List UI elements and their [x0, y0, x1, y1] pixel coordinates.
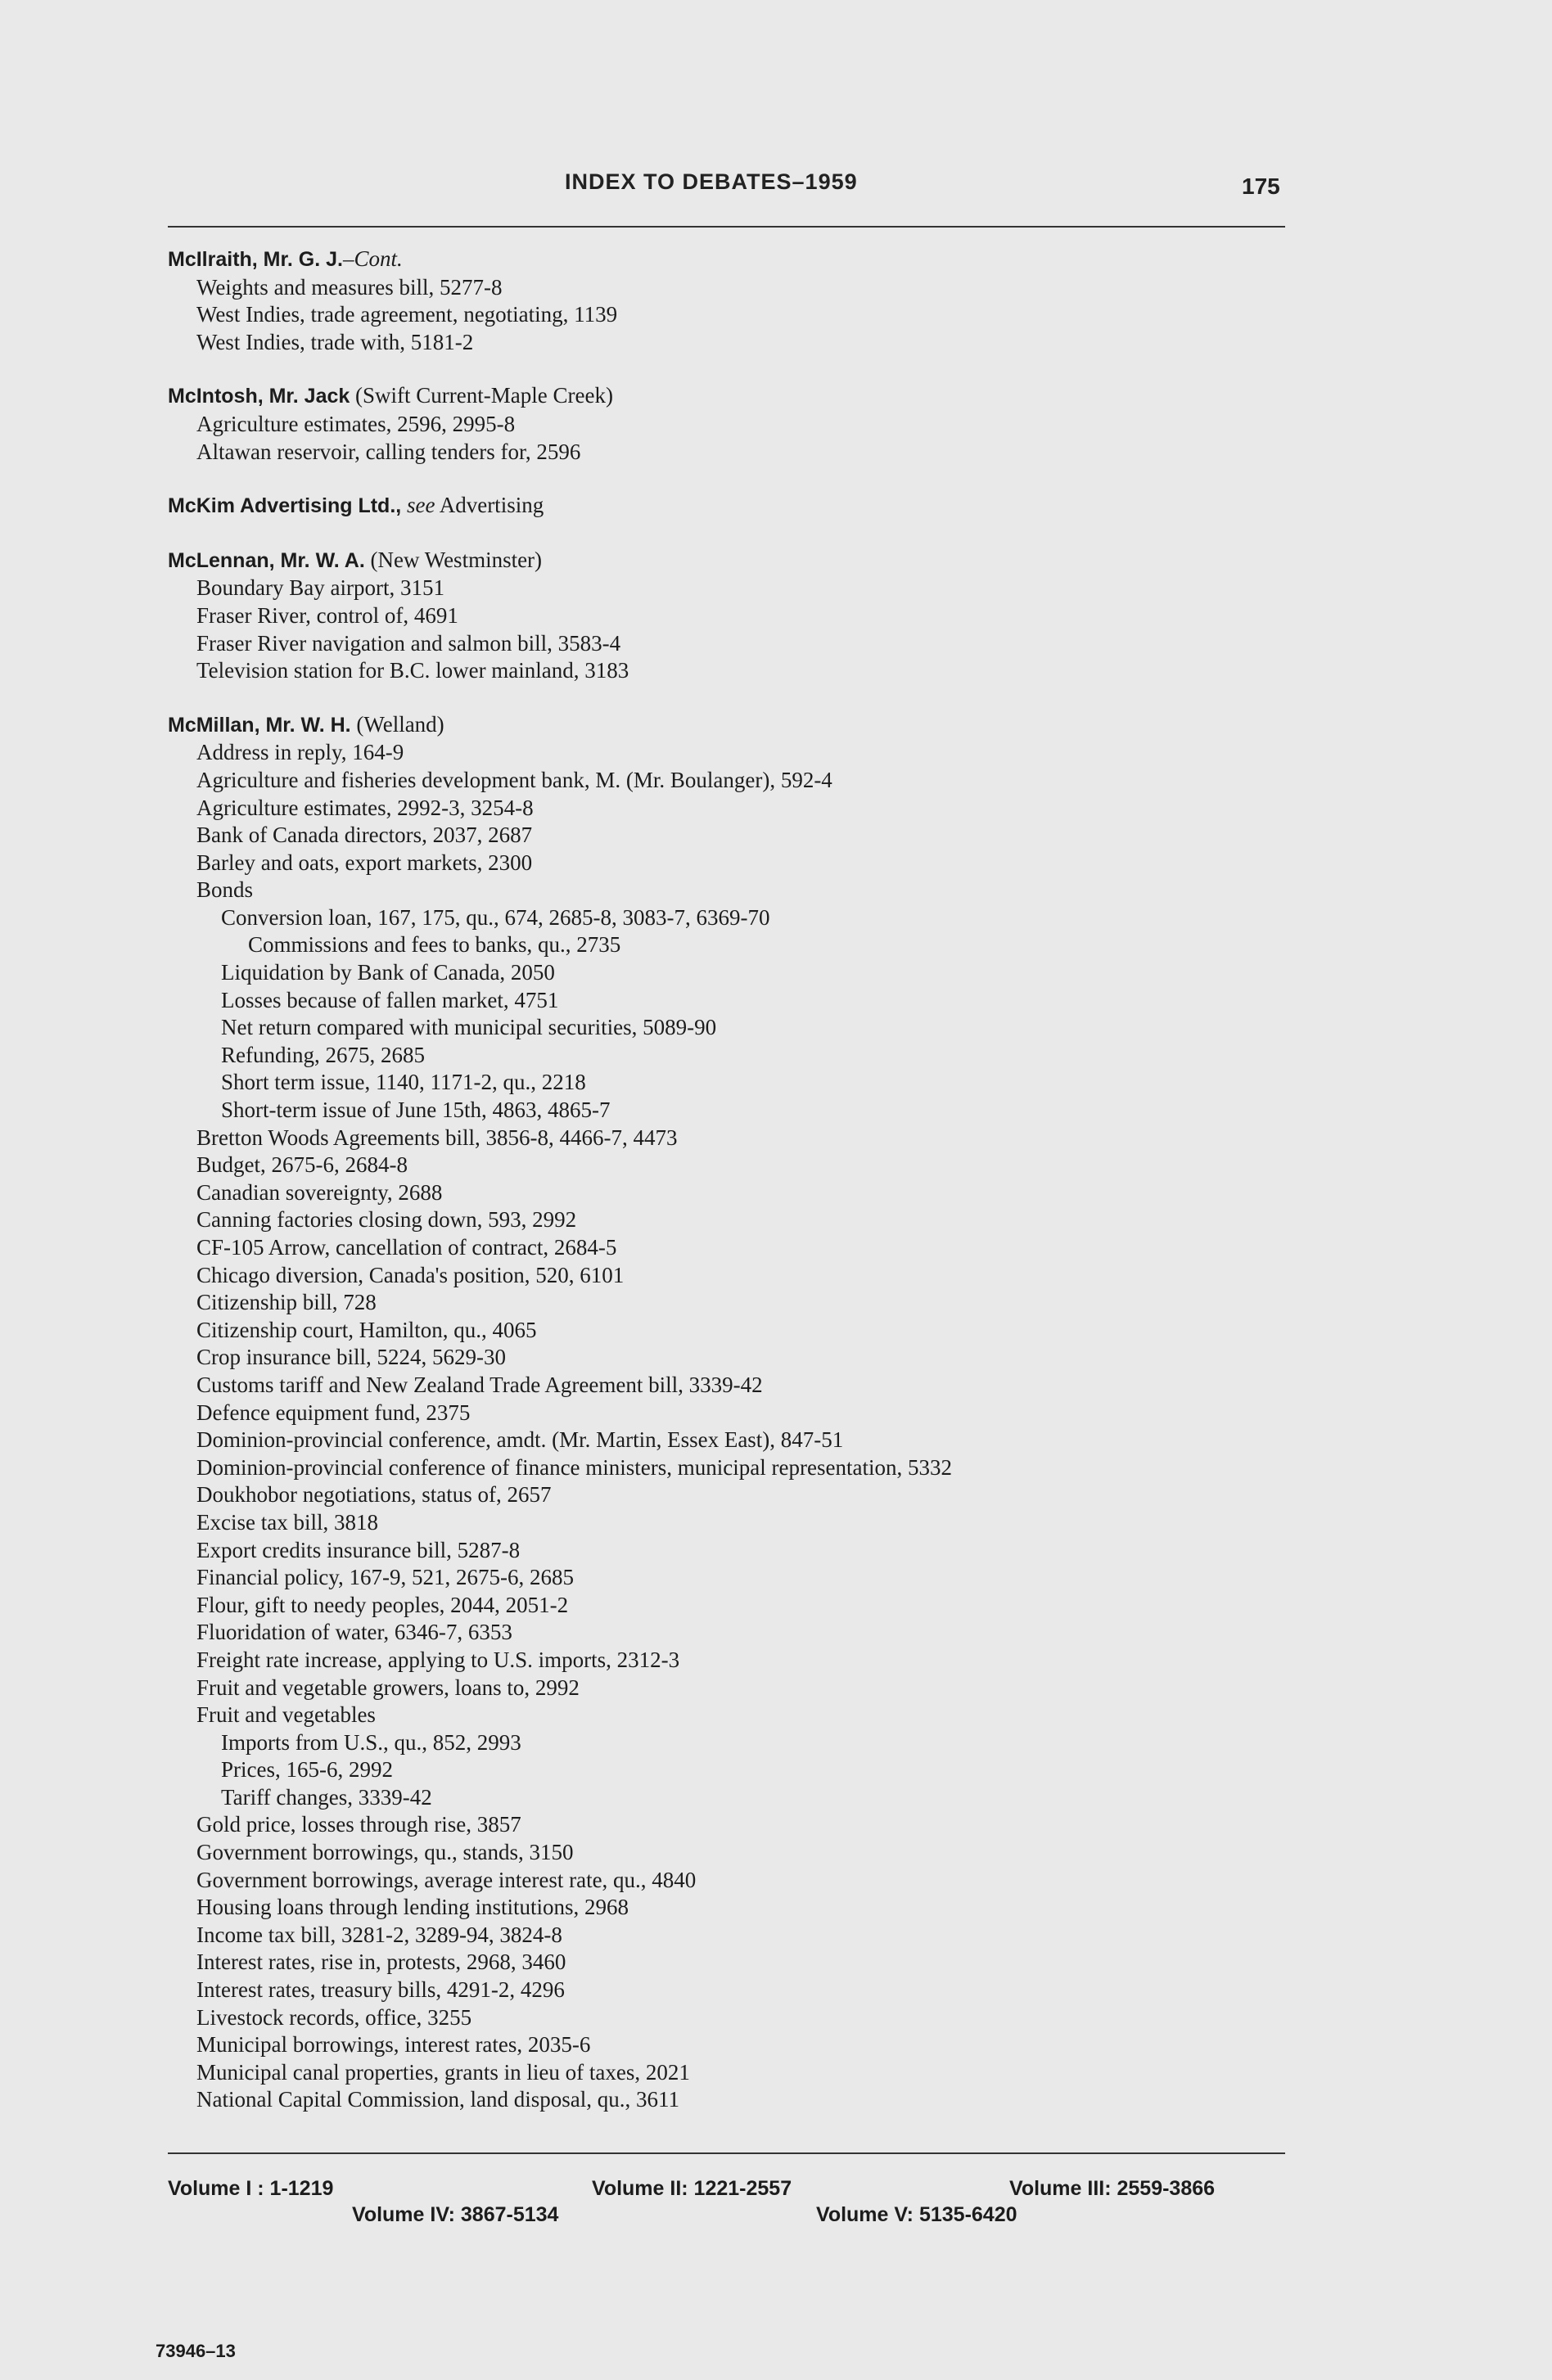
- subentry: Budget, 2675-6, 2684-8: [196, 1152, 408, 1178]
- index-entry: [168, 492, 1314, 521]
- subentry: Dominion-provincial conference, amdt. (Mr. Martin, Essex East), 847-51: [196, 1427, 844, 1453]
- footer-rule: [168, 2152, 1285, 2154]
- entry-constituency: Advertising: [435, 493, 544, 518]
- subentry: Bonds: [196, 877, 254, 903]
- entry-constituency: (New Westminster): [364, 547, 543, 572]
- subentry: Boundary Bay airport, 3151: [196, 575, 444, 601]
- index-entries: [168, 246, 1314, 2114]
- subentry: Chicago diversion, Canada's position, 520, 6101: [196, 1262, 625, 1287]
- subentry: CF-105 Arrow, cancellation of contract, 2684-5: [196, 1235, 617, 1260]
- subentry: Net return compared with municipal securities, 5089-90: [221, 1015, 717, 1040]
- subentry: Customs tariff and New Zealand Trade Agreement bill, 3339-42: [196, 1372, 763, 1397]
- subentry: Agriculture estimates, 2992-3, 3254-8: [196, 795, 534, 820]
- subentry: Bank of Canada directors, 2037, 2687: [196, 823, 533, 848]
- entry-note: see: [401, 493, 435, 518]
- subentry: Address in reply, 164-9: [196, 740, 404, 765]
- subentry: Crop insurance bill, 5224, 5629-30: [196, 1345, 506, 1370]
- subentry: Citizenship bill, 728: [196, 1290, 377, 1315]
- index-entry: [168, 547, 1314, 685]
- header-rule: [168, 226, 1285, 228]
- subentry: Agriculture estimates, 2596, 2995-8: [196, 411, 516, 436]
- subentry: National Capital Commission, land disposal, qu., 3611: [196, 2087, 679, 2112]
- subentry: Prices, 165-6, 2992: [221, 1757, 393, 1783]
- subentry: Television station for B.C. lower mainland, 3183: [196, 658, 629, 683]
- subentry: West Indies, trade agreement, negotiating, 1139: [196, 302, 618, 327]
- volume-1-range: Volume I : 1-1219: [168, 2177, 334, 2200]
- index-entry: [168, 382, 1314, 466]
- subentry: Altawan reservoir, calling tenders for, 2596: [196, 439, 581, 464]
- entry-name: McLennan, Mr. W. A.: [168, 548, 365, 572]
- subentry: Losses because of fallen market, 4751: [221, 987, 559, 1012]
- subentry: Housing loans through lending institutions, 2968: [196, 1895, 629, 1920]
- subentry: Fruit and vegetable growers, loans to, 2992: [196, 1675, 580, 1700]
- subentry: Short term issue, 1140, 1171-2, qu., 2218: [221, 1070, 586, 1095]
- subentry: Dominion-provincial conference of finance ministers, municipal representation, 5332: [196, 1454, 952, 1480]
- entry-heading: [168, 382, 1314, 411]
- entry-name: McIntosh, Mr. Jack: [168, 385, 350, 408]
- entry-name: McKim Advertising Ltd.,: [168, 494, 402, 518]
- subentry: Fruit and vegetables: [196, 1702, 376, 1728]
- subentry: Weights and measures bill, 5277-8: [196, 274, 503, 300]
- print-code: 73946–13: [156, 2341, 236, 2361]
- subentry: Gold price, losses through rise, 3857: [196, 1812, 521, 1837]
- volume-4-range: Volume IV: 3867-5134: [352, 2203, 559, 2226]
- subentry: Freight rate increase, applying to U.S. imports, 2312-3: [196, 1647, 680, 1672]
- subentry: Barley and oats, export markets, 2300: [196, 850, 533, 875]
- subentry: Government borrowings, qu., stands, 3150: [196, 1840, 574, 1865]
- subentry: Canning factories closing down, 593, 2992: [196, 1207, 577, 1233]
- entry-name: McMillan, Mr. W. H.: [168, 713, 351, 737]
- subentry: Refunding, 2675, 2685: [221, 1042, 425, 1067]
- volume-3-range: Volume III: 2559-3866: [1009, 2177, 1216, 2200]
- entry-note: –Cont.: [342, 246, 403, 271]
- subentry: Municipal canal properties, grants in lieu of taxes, 2021: [196, 2059, 690, 2085]
- subentry: Tariff changes, 3339-42: [221, 1784, 432, 1810]
- subentry: Agriculture and fisheries development bank, M. (Mr. Boulanger), 592-4: [196, 767, 832, 792]
- entry-heading: [168, 711, 1314, 740]
- subentry: Citizenship court, Hamilton, qu., 4065: [196, 1317, 537, 1342]
- subentry: Fraser River navigation and salmon bill, 3583-4: [196, 630, 621, 656]
- subentry: Excise tax bill, 3818: [196, 1509, 378, 1535]
- subentry: Short-term issue of June 15th, 4863, 4865-7: [221, 1098, 611, 1123]
- subentry: Conversion loan, 167, 175, qu., 674, 2685-8, 3083-7, 6369-70: [221, 904, 770, 930]
- subentry: Interest rates, treasury bills, 4291-2, 4296: [196, 1977, 565, 2003]
- volume-ranges: [168, 2177, 1285, 2243]
- subentry: Government borrowings, average interest rate, qu., 4840: [196, 1867, 697, 1892]
- subentry: Financial policy, 167-9, 521, 2675-6, 2685: [196, 1565, 574, 1590]
- entry-constituency: (Welland): [350, 711, 444, 737]
- entry-name: McIlraith, Mr. G. J.: [168, 248, 343, 271]
- volume-5-range: Volume V: 5135-6420: [816, 2203, 1017, 2226]
- index-entry: [168, 246, 1314, 356]
- subentry: Bretton Woods Agreements bill, 3856-8, 4466-7, 4473: [196, 1125, 678, 1150]
- volume-2-range: Volume II: 1221-2557: [592, 2177, 792, 2200]
- index-entry: [168, 711, 1314, 2114]
- subentry: Fluoridation of water, 6346-7, 6353: [196, 1620, 512, 1645]
- subentry: Flour, gift to needy peoples, 2044, 2051-2: [196, 1592, 569, 1617]
- subentry: Export credits insurance bill, 5287-8: [196, 1537, 521, 1562]
- subentry: Commissions and fees to banks, qu., 2735: [248, 932, 621, 958]
- entry-heading: [168, 492, 1314, 521]
- subentry: Imports from U.S., qu., 852, 2993: [221, 1729, 521, 1755]
- subentry: Canadian sovereignty, 2688: [196, 1179, 443, 1205]
- subentry: West Indies, trade with, 5181-2: [196, 329, 474, 354]
- page-number: 175: [1242, 174, 1280, 199]
- subentry: Municipal borrowings, interest rates, 2035-6: [196, 2032, 591, 2058]
- page-title: INDEX TO DEBATES–1959: [565, 169, 858, 194]
- entry-constituency: (Swift Current-Maple Creek): [350, 383, 613, 408]
- subentry: Liquidation by Bank of Canada, 2050: [221, 960, 555, 985]
- subentry: Interest rates, rise in, protests, 2968, 3460: [196, 1950, 566, 1975]
- subentry: Defence equipment fund, 2375: [196, 1400, 471, 1425]
- entry-heading: [168, 246, 1314, 274]
- subentry: Fraser River, control of, 4691: [196, 602, 458, 628]
- subentry: Livestock records, office, 3255: [196, 2004, 472, 2030]
- subentry: Doukhobor negotiations, status of, 2657: [196, 1482, 552, 1508]
- entry-heading: [168, 547, 1314, 575]
- subentry: Income tax bill, 3281-2, 3289-94, 3824-8: [196, 1922, 562, 1947]
